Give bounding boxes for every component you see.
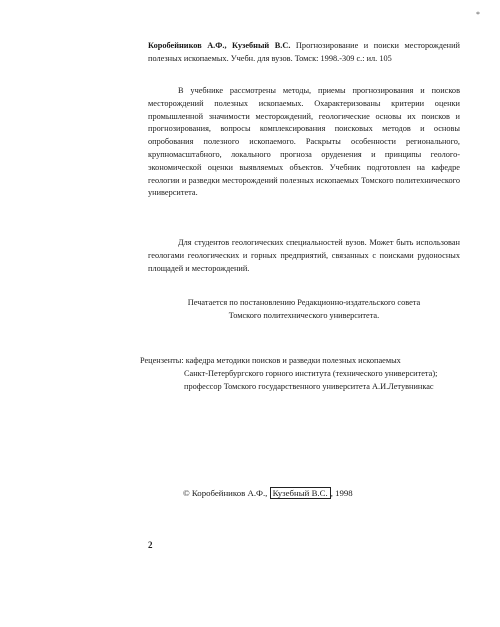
reviewer-1: кафедра методики поисков и разведки полезных ископаемых <box>185 356 401 365</box>
reviewers-label: Рецензенты: <box>140 356 184 365</box>
reviewer-2: профессор Томского государственного университета А.И.Летувнинкас <box>184 381 434 391</box>
page-number: 2 <box>148 540 153 550</box>
publish-note-line1: Печатается по постановлению Редакционно-издательского совета <box>187 298 421 307</box>
bibliographic-entry <box>148 40 460 66</box>
reviewers-block <box>140 355 470 393</box>
reviewer-1-continued: Санкт-Петербургского горного института (технического университета); <box>184 368 438 378</box>
corner-mark: * <box>476 10 480 19</box>
audience-paragraph: Для студентов геологических специальностей вузов. Может быть использован геологами геологических и горных предприятий, связанных с поисками рудоносных площадей и месторождений. <box>148 238 460 273</box>
copyright-line <box>183 487 463 500</box>
copyright-year: , 1998 <box>330 488 353 498</box>
copyright-prefix: © Коробейников А.Ф., <box>183 488 268 498</box>
authors: Коробейников А.Ф., Кузебный В.С. <box>148 41 291 50</box>
publish-note-line2: Томского политехнического университета. <box>228 310 380 320</box>
publish-note <box>148 297 460 323</box>
copyright-boxed-name: Кузебный В.С. <box>270 487 331 499</box>
book-title: Прогнозирование и поиски месторождений полезных ископаемых. Учебн. для вузов. Томск: 1998.-309 с.: ил. 105 <box>148 41 460 63</box>
abstract-paragraph: В учебнике рассмотрены методы, приемы прогнозирования и поисков месторождений полезных ископаемых. Охарактеризованы критерии оценки промышленной значимости месторождений, геологические основы их поисков и прогнозирования, вопросы комплексирования поисковых методов и основы опробования полезного ископаемого. Раскрыты особенности регионального, крупномасштабного, локального прогноза оруденения и принципы геолого-экономической оценки выявляемых объектов. Учебник подготовлен на кафедре геологии и разведки месторождений полезных ископаемых Томского политехнического университета. <box>148 86 460 198</box>
